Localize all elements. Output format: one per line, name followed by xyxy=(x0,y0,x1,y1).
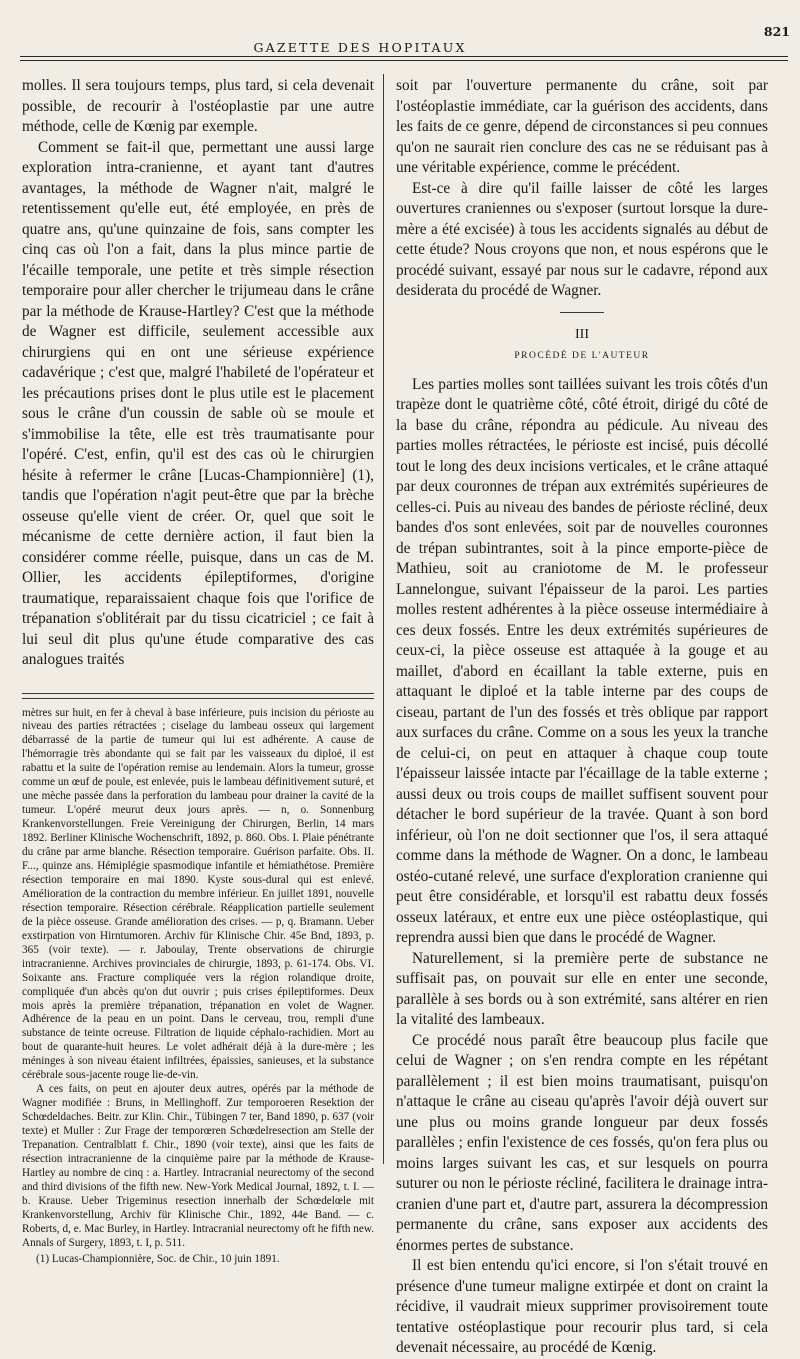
note-paragraph: mètres sur huit, en fer à cheval à base inférieure, puis incision du périoste au niveau des parties rétractées ; ciselage du lambeau osseux qui largement débarrassé de la partie de tumeur qui lui est adhérente. A cause de l'hémorragie très abondante qui se fait par les vaisseaux du diploé, il est rabattu et la suite de l'opération remise au lendemain. Alors la tumeur, grosse comme un œuf de poule, est enlevée, puis le lambeau définitivement suturé, et une mèche passée dans la perforation du lambeau pour drainer la cavité de la tumeur. L'opéré meurut deux jours après. — n, o. Sonnenburg Krankenvorstellungen. Freie Vereinigung der Chirurgen, Berlin, 14 mars 1892. Berliner Klinische Wochenschrift, 1892, p. 860. Obs. I. Plaie pénétrante du crâne par arme blanche. Résection temporaire. Guérison parfaite. Obs. II. F..., quinze ans. Hémiplégie spasmodique infantile et hémiathétose. Première résection temporaire en mai 1890. Kyste sous-dural qui est enlevé. Amélioration de la contraction du membre inférieur. En juillet 1891, nouvelle résection temporaire. Résection cérébrale. Réapplication partielle seulement de la pièce osseuse. Grande amélioration des crises. — p, q. Bramann. Ueber exstirpation von Hirntumoren. Archiv für Klinische Chir. 45e Bnd, 1893, p. 365 (voir texte). — r. Jaboulay, Trente observations de chirurgie intracranienne. Archives provinciales de chirurgie, 1893, p. 61-174. Obs. VI. Soixante ans. Fracture compliquée vers la région rolandique droite, compliquée d'un abcès qu'on dut ouvrir ; puis crises épileptiformes. Deux mois après la première trépanation, trépanation en volet de Wagner. Adhérence de la peau en un point. Dans le cerveau, trou, rempli d'une substance de teinte ocreuse. Filtration de liquide céphalo-rachidien. Mort au bout de quarante-huit heures. Le volet adhérait déjà à la dure-mère ; les méninges à son niveau étaient infiltrées, épaissies, sanieuses, et la substance cérébrale sous-jacente rouge lie-de-vin. xyxy=(22,706,374,1082)
section-number: III xyxy=(575,326,589,342)
note-paragraph: A ces faits, on peut en ajouter deux autres, opérés par la méthode de Wagner modifiée : Bruns, in Mellinghoff. Zur temporoeren Resektion der Schœdeldaches. Beitr. zur Klin. Chir., Tübingen 7 ter, Band 1890, p. 637 (voir texte) et Muller : Zur Frage der temporœren Schœdelresection am Stelle der Trepanation. Centralblatt f. Chir., 1890 (voir texte), ainsi que les faits de résection intracranienne de la cinquième paire par la méthode de Krause-Hartley au nombre de cinq : a. Hartley. Intracranial neurectomy of the second and third divisions of the fifth new. New-York Medical Journal, 1892, t. I. — b. Krause. Ueber Trigeminus resection innerhalb der Schœdelœle mit Krankenvorstellung, Archiv für Klinische Chir., 1892, 44e Band. — c. Roberts, d, e. Mac Burley, in Hartley. Intracranial neurectomy oft he fifth new. Annals of Surgery, 1893, t. I, p. 511. xyxy=(22,1083,374,1249)
body-paragraph: Est-ce à dire qu'il faille laisser de côté les larges ouvertures craniennes ou s'exposer (surtout lorsque la dure-mère a été excisée) à tous les accidents signalés au début de cette étude? Nous croyons que non, et nous espérons que le procédé suivant, essayé par nous sur le cadavre, répond aux desiderata du procédé de Wagner. xyxy=(396,179,768,299)
body-paragraph: Ce procédé nous paraît être beaucoup plus facile que celui de Wagner ; on s'en rendra compte en les répétant parallèlement ; il est bien moins traumatisant, puisqu'on n'attaque le crâne au ciseau qu'après l'avoir déjà ouvert sur une plus ou moins grande longueur par deux fossés parallèles ; enfin l'existence de ces fossés, qu'on fera plus ou moins larges suivant les cas, et sur lesquels on pourra suturer ou non le périoste récliné, facilitera le drainage intra-cranien d'une part et, d'autre part, assurera la décompression permanente du crâne, sans exposer aux accidents des énormes pertes de substance. xyxy=(396,1031,768,1254)
body-paragraph: molles. Il sera toujours temps, plus tard, si cela devenait possible, de recourir à l'ostéoplastie par une autre méthode, celle de Kœnig par exemple. xyxy=(22,77,374,135)
body-paragraph: soit par l'ouverture permanente du crâne, soit par l'ostéoplastie immédiate, car la guérison des accidents, dans les faits de ce genre, dépend de circonstances si peu connues qu'on ne saurait rien conclure des cas ne se réduisant pas à une véritable expérience, comme le précédent. xyxy=(396,77,768,176)
column-separator xyxy=(383,74,384,1164)
header-rule xyxy=(20,56,788,57)
body-paragraph: Comment se fait-il que, permettant une aussi large exploration intra-cranienne, et ayant tant d'autres avantages, la méthode de Wagner n'ait, malgré le retentissement qu'elle eut, été employée, en près de quatre ans, qu'une quinzaine de fois, sans compter les cinq cas où l'on a fait, dans la plus mince partie de l'écaille temporale, une petite et très simple résection temporaire pour aller chercher le trijumeau dans le crâne par la méthode de Krause-Hartley? C'est que la méthode de Wagner est difficile, seulement accessible aux chirurgiens qui en ont une sérieuse expérience cadavérique ; c'est que, malgré l'habileté de l'opérateur et les précautions prises dont le plus utile est le placement sous le crâne d'un coussin de sable où se moule et s'immobilise la tête, elle est très traumatisante pour l'opéré. C'est, enfin, qu'il est des cas où le chirurgien hésite à refermer le crâne [Lucas-Championnière] (1), tandis que l'opération n'agit peut-être que par la brèche osseuse qu'elle vient de créer. Or, quel que soit le mécanisme de cette dernière action, il faut bien la considérer comme réelle, puisque, dans un cas de M. Ollier, les accidents épileptiformes, d'origine traumatique, reparaissaient chaque fois que l'orifice de trépanation s'oblitérait par du tissu cicatriciel ; ce fait à lui seul dit plus qu'une étude comparative des cas analogues traités xyxy=(22,138,374,668)
section-title: PROCÉDÉ DE L'AUTEUR xyxy=(514,350,650,361)
body-paragraph: Les parties molles sont taillées suivant les trois côtés d'un trapèze dont le quatrième côté, côté étroit, dirigé du côté de la base du crâne, répondra au pédicule. Au niveau des parties molles rétractées, le périoste est incisé, puis décollé tout le long des deux incisions verticales, et le crâne attaqué par deux couronnes de trépan aux extrémités supérieures de celles-ci. Puis au niveau des bandes de périoste récliné, deux bandes d'os sont enlevées, soit par de nouvelles couronnes de trépan subintrantes, soit à la pince emporte-pièce de Mathieu, soit au craniotome de M. le professeur Lannelongue, suivant l'épaisseur de la paroi. Les parties molles restent adhérentes à la pièce osseuse intermédiaire à ces deux fossés. Entre les deux extrémités supérieures de ceux-ci, la pièce osseuse est attaquée à la gouge et au maillet, d'abord en écaillant la table externe, puis en attaquant le diploé et la table interne par des coups de ciseau, partant de l'un des fossés et très oblique par rapport aux surfaces du crâne. Comme on a sous les yeux la tranche de celui-ci, on peut en attaquer à chaque coup toute l'épaisseur laissée intacte par l'écaillage de la table externe ; aussi deux ou trois coups de maillet suffisent souvent pour détacher le bord supérieur de la travée. Quant à son bord inférieur, où l'on ne doit sectionner que l'os, il sera attaqué comme dans la méthode de Wagner. On a donc, le lambeau ostéo-cutané relevé, une surface d'exploration cranienne qui peut être considérable, et lorsqu'il est rabattu deux fossés osseux latéraux, et entre eux une pièce ostéoplastique, qui reprendra aussi bien que dans le procédé de Wagner. xyxy=(396,375,768,946)
running-title: GAZETTE DES HOPITAUX xyxy=(253,40,467,55)
footnote: (1) Lucas-Championnière, Soc. de Chir., 10 juin 1891. xyxy=(36,1252,280,1265)
left-column xyxy=(22,76,374,1267)
notes-rule-lower xyxy=(22,698,374,699)
right-column xyxy=(396,76,768,1359)
header-rule-lower xyxy=(20,60,788,61)
notes-rule xyxy=(22,693,374,694)
body-paragraph: Il est bien entendu qu'ici encore, si l'on s'était trouvé en présence d'une tumeur maligne extirpée et dont on craint la récidive, il vaudrait mieux supprimer provisoirement toute tentative ostéoplastique pour recourir plus tard, si cela devenait nécessaire, au procédé de Kœnig. xyxy=(396,1257,768,1356)
section-divider xyxy=(560,312,604,313)
body-paragraph: Naturellement, si la première perte de substance ne suffisait pas, on pouvait sur elle en enter une seconde, parallèle à ses bords ou à son extrémité, sans altérer en rien la vitalité des lambeaux. xyxy=(396,949,768,1028)
page-number: 821 xyxy=(763,24,790,39)
